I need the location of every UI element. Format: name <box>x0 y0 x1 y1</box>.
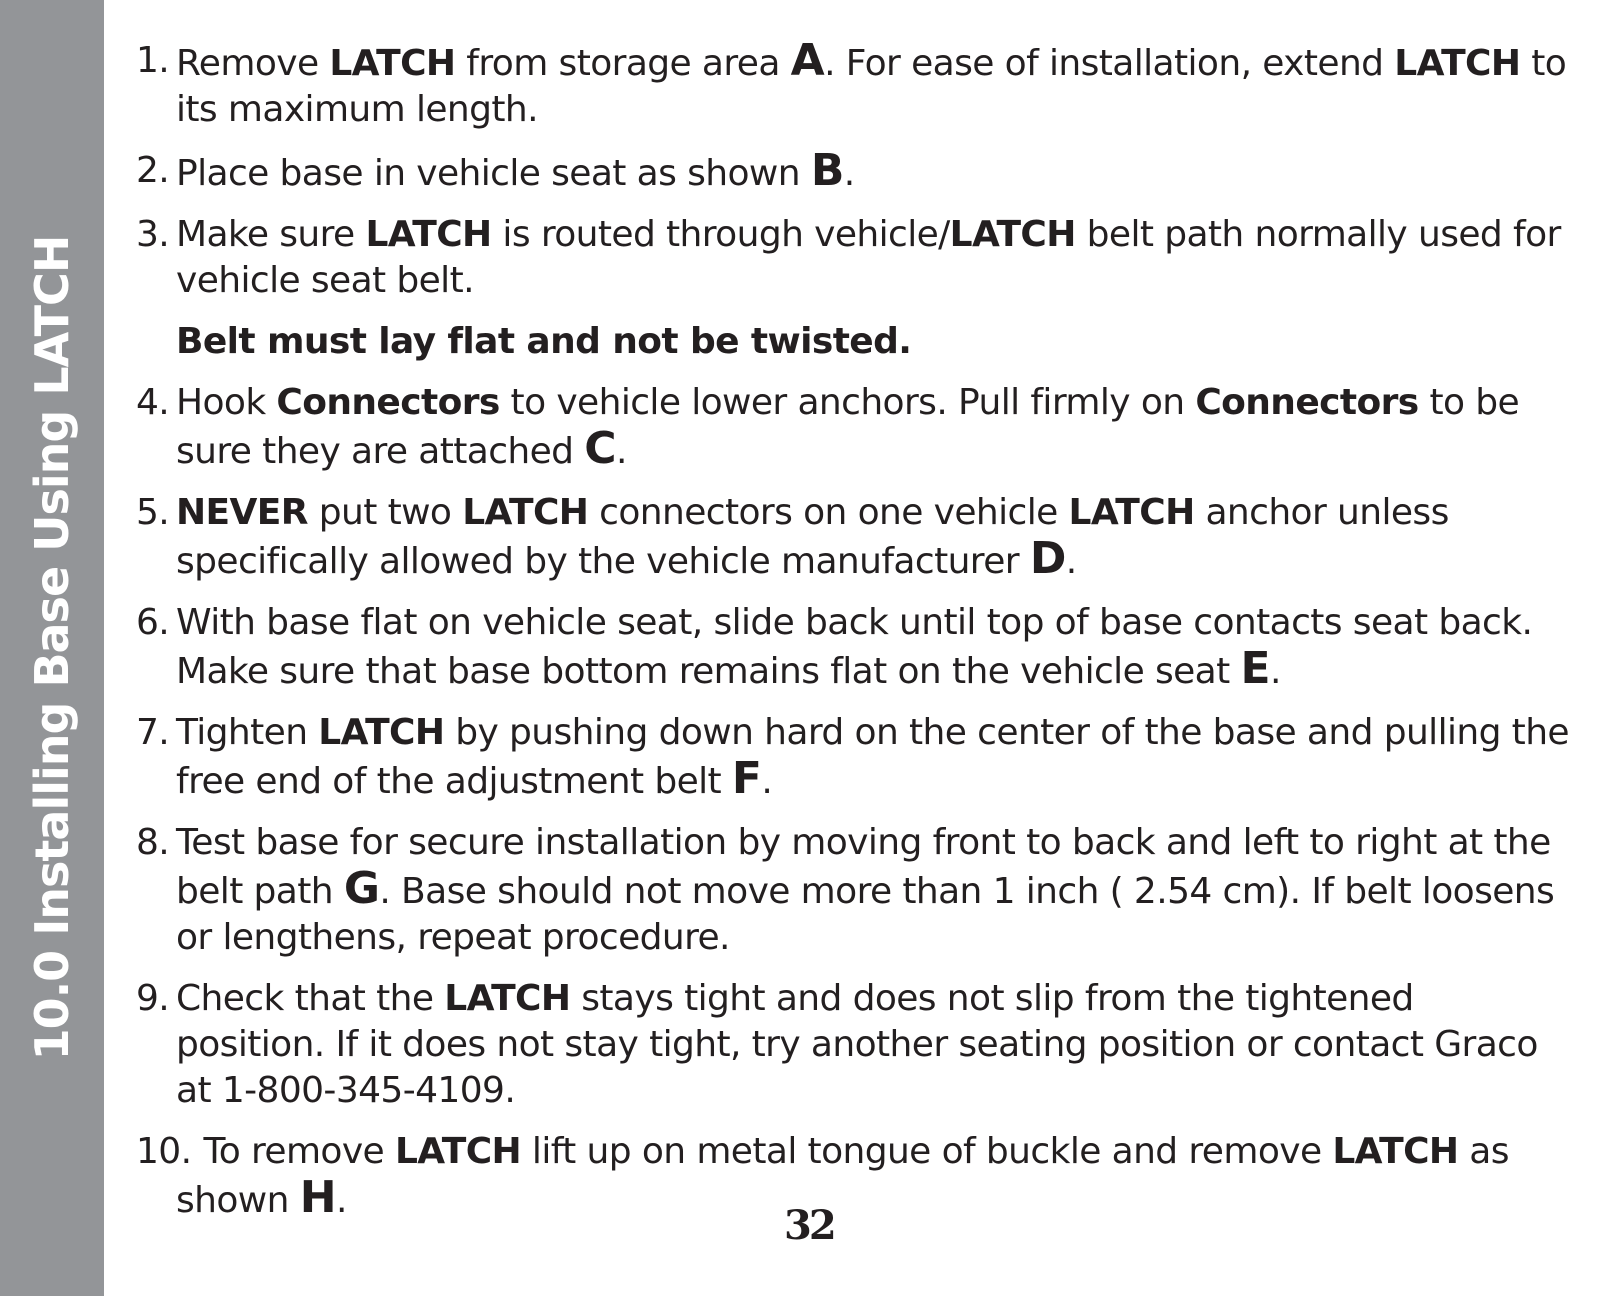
step-number: 8. <box>136 822 170 863</box>
step-number: 6. <box>136 602 170 643</box>
figure-reference: C <box>584 423 616 474</box>
instruction-step <box>136 976 1572 1114</box>
step-number: 1. <box>136 40 170 81</box>
step-text: . <box>335 1180 347 1221</box>
instruction-step <box>136 212 1572 304</box>
emphasis-text: LATCH <box>318 712 445 753</box>
figure-reference: G <box>343 863 380 914</box>
step-text: . For ease of installation, extend <box>824 43 1395 84</box>
figure-reference: B <box>810 145 844 196</box>
emphasis-text: LATCH <box>1332 1131 1459 1172</box>
emphasis-text: LATCH <box>949 214 1076 255</box>
emphasis-text: LATCH <box>444 978 571 1019</box>
instruction-step <box>136 1129 1572 1224</box>
step-number: 10. <box>136 1131 192 1172</box>
step-text: lift up on metal tongue of buckle and remove <box>521 1131 1333 1172</box>
step-text: . <box>1269 651 1281 692</box>
emphasis-text: Connectors <box>1195 382 1419 423</box>
step-text: connectors on one vehicle <box>588 492 1069 533</box>
step-number: 4. <box>136 382 170 423</box>
step-text: is routed through vehicle/ <box>491 214 950 255</box>
step-text: . Base should not move more than 1 inch ( 2.54 cm). If belt loosens or lengthens, repeat procedure. <box>176 871 1555 958</box>
step-text: Place base in vehicle seat as shown <box>176 153 811 194</box>
step-text: . <box>615 431 627 472</box>
step-number: 9. <box>136 978 170 1019</box>
step-text: . <box>843 153 855 194</box>
step-number: 7. <box>136 712 170 753</box>
emphasis-text: LATCH <box>1068 492 1195 533</box>
emphasis-text: LATCH <box>462 492 589 533</box>
step-number: 3. <box>136 214 170 255</box>
step-text: anchor unless specifically allowed by the vehicle manufacturer <box>176 492 1449 582</box>
step-text: . <box>1065 541 1077 582</box>
instruction-step <box>136 820 1572 961</box>
page-number: 32 <box>784 1202 834 1249</box>
step-number: 5. <box>136 492 170 533</box>
step-text: to vehicle lower anchors. Pull firmly on <box>499 382 1196 423</box>
emphasis-text: Connectors <box>276 382 500 423</box>
emphasis-text: LATCH <box>365 214 492 255</box>
step-text: as shown <box>176 1131 1509 1221</box>
figure-reference: F <box>731 753 762 804</box>
step-text: belt path normally used for vehicle seat belt. <box>176 214 1561 301</box>
instruction-list <box>136 35 1572 1239</box>
instruction-step <box>136 490 1572 585</box>
section-title: 10.0 Installing Base Using LATCH <box>25 235 79 1061</box>
step-text: Check that the <box>176 978 445 1019</box>
instruction-step <box>136 145 1572 197</box>
figure-reference: D <box>1029 533 1066 584</box>
instruction-step <box>136 710 1572 805</box>
step-text: from storage area <box>455 43 791 84</box>
step-text: With base flat on vehicle seat, slide back until top of base contacts seat back. Make sure that base bottom remains flat on the vehicle seat <box>176 602 1533 692</box>
step-warning-note: Belt must lay flat and not be twisted. <box>176 321 912 362</box>
figure-reference: A <box>790 35 825 86</box>
emphasis-text: LATCH <box>394 1131 522 1172</box>
step-text: to its maximum length. <box>176 43 1567 130</box>
section-side-tab <box>0 0 104 1296</box>
emphasis-text: LATCH <box>329 43 456 84</box>
step-text: Hook <box>176 382 277 423</box>
instruction-step <box>136 380 1572 475</box>
step-text: . <box>761 761 773 802</box>
step-text: Make sure <box>176 214 366 255</box>
figure-reference: E <box>1240 643 1270 694</box>
instruction-step <box>136 35 1572 133</box>
step-text: Tighten <box>176 712 319 753</box>
step-number: 2. <box>136 150 170 191</box>
emphasis-text: NEVER <box>176 492 308 533</box>
step-text: stays tight and does not slip from the tightened position. If it does not stay tight, try another seating position or contact Graco at 1-800-345-4109. <box>176 978 1538 1111</box>
instruction-step <box>136 600 1572 695</box>
step-text: Remove <box>176 43 330 84</box>
step-text: to be sure they are attached <box>176 382 1520 472</box>
step-text: To remove <box>203 1131 395 1172</box>
step-text: put two <box>307 492 463 533</box>
step-text: Test base for secure installation by moving front to back and left to right at the belt path <box>176 822 1551 912</box>
figure-reference: H <box>299 1172 336 1223</box>
step-text: by pushing down hard on the center of the base and pulling the free end of the adjustment belt <box>176 712 1569 802</box>
emphasis-text: LATCH <box>1394 43 1521 84</box>
